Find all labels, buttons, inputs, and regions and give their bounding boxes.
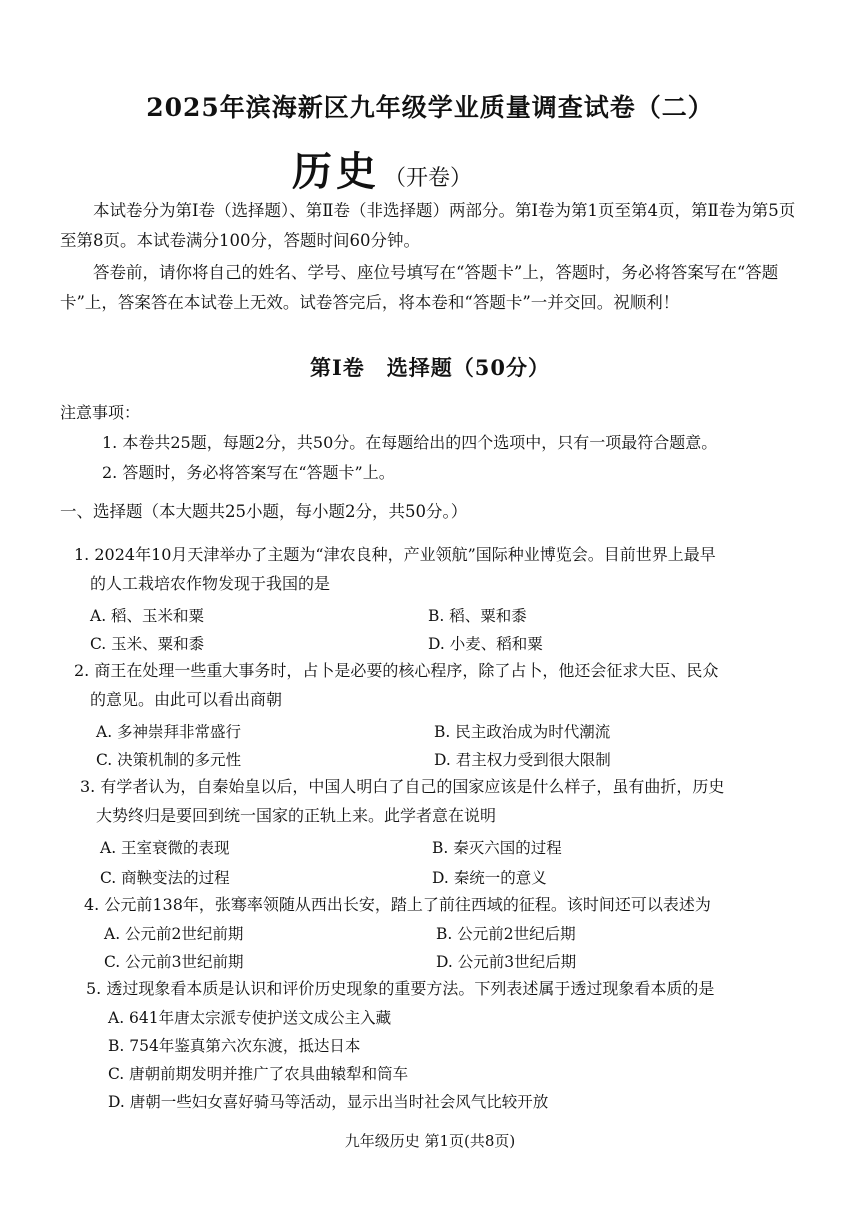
option-a: A. 王室衰微的表现 — [100, 839, 230, 857]
subject-heading — [292, 140, 472, 197]
question-3 — [80, 772, 810, 830]
question-stem: 5. 透过现象看本质是认识和评价历史现象的重要方法。下列表述属于透过现象看本质的是 — [86, 979, 715, 998]
option-a: A. 多神崇拜非常盛行 — [96, 723, 242, 741]
option-d: D. 唐朝一些妇女喜好骑马等活动，显示出当时社会风气比较开放 — [108, 1093, 549, 1111]
part-heading: 一、选择题（本大题共25小题，每小题2分，共50分。） — [60, 502, 468, 521]
question-stem: 4. 公元前138年，张骞率领随从西出长安，踏上了前往西域的征程。该时间还可以表述为 — [84, 895, 711, 914]
question-5 — [86, 974, 816, 1003]
page-footer: 九年级历史 第1页(共8页) — [344, 1132, 516, 1150]
question-stem: 1. 2024年10月天津举办了主题为“津农良种，产业领航”国际种业博览会。目前世界上最早 — [74, 545, 716, 564]
option-a: A. 641年唐太宗派专使护送文成公主入藏 — [108, 1009, 392, 1027]
question-stem: 大势终归是要回到统一国家的正轨上来。此学者意在说明 — [96, 806, 497, 825]
question-1 — [74, 540, 804, 598]
intro-paragraph-2: 答卷前，请你将自己的姓名、学号、座位号填写在“答题卡”上，答题时，务必将答案写在“答题卡”上，答案答在本试卷上无效。试卷答完后，将本卷和“答题卡”一并交回。祝顺利！ — [60, 263, 779, 312]
option-b: B. 稻、粟和黍 — [428, 607, 527, 625]
option-c: C. 玉米、粟和黍 — [90, 635, 205, 653]
option-b: B. 民主政治成为时代潮流 — [434, 723, 611, 741]
question-stem: 的人工栽培农作物发现于我国的是 — [90, 574, 331, 593]
option-c: C. 决策机制的多元性 — [96, 751, 242, 769]
question-stem: 2. 商王在处理一些重大事务时，占卜是必要的核心程序，除了占卜，他还会征求大臣、民众 — [74, 661, 719, 680]
intro-paragraph-1: 本试卷分为第Ⅰ卷（选择题）、第Ⅱ卷（非选择题）两部分。第Ⅰ卷为第1页至第4页，第Ⅱ卷为第5页至第8页。本试卷满分100分，答题时间60分钟。 — [60, 201, 796, 250]
question-4 — [84, 890, 814, 919]
option-d: D. 秦统一的意义 — [432, 869, 547, 887]
option-d: D. 小麦、稻和粟 — [428, 635, 543, 653]
option-c: C. 唐朝前期发明并推广了农具曲辕犁和筒车 — [108, 1065, 409, 1083]
notice-item: 2. 答题时，务必将答案写在“答题卡”上。 — [102, 463, 395, 482]
notice-item: 1. 本卷共25题，每题2分，共50分。在每题给出的四个选项中，只有一项最符合题意。 — [102, 433, 718, 452]
option-d: D. 君主权力受到很大限制 — [434, 751, 611, 769]
question-stem: 3. 有学者认为，自秦始皇以后，中国人明白了自己的国家应该是什么样子，虽有曲折，历史 — [80, 777, 725, 796]
section-heading: 第Ⅰ卷 选择题（50分） — [309, 355, 551, 380]
option-b: B. 754年鉴真第六次东渡，抵达日本 — [108, 1037, 361, 1055]
option-d: D. 公元前3世纪后期 — [436, 953, 577, 971]
subject-note: （开卷） — [384, 166, 473, 191]
notice-title: 注意事项： — [60, 403, 141, 422]
option-b: B. 公元前2世纪后期 — [436, 925, 576, 943]
option-c: C. 商鞅变法的过程 — [100, 869, 230, 887]
option-a: A. 公元前2世纪前期 — [104, 925, 244, 943]
question-2 — [74, 656, 804, 714]
exam-title: 2025年滨海新区九年级学业质量调查试卷（二） — [146, 93, 714, 122]
option-b: B. 秦灭六国的过程 — [432, 839, 562, 857]
subject-name: 历史 — [292, 148, 380, 195]
option-a: A. 稻、玉米和粟 — [90, 607, 205, 625]
question-stem: 的意见。由此可以看出商朝 — [90, 690, 283, 709]
option-c: C. 公元前3世纪前期 — [104, 953, 244, 971]
